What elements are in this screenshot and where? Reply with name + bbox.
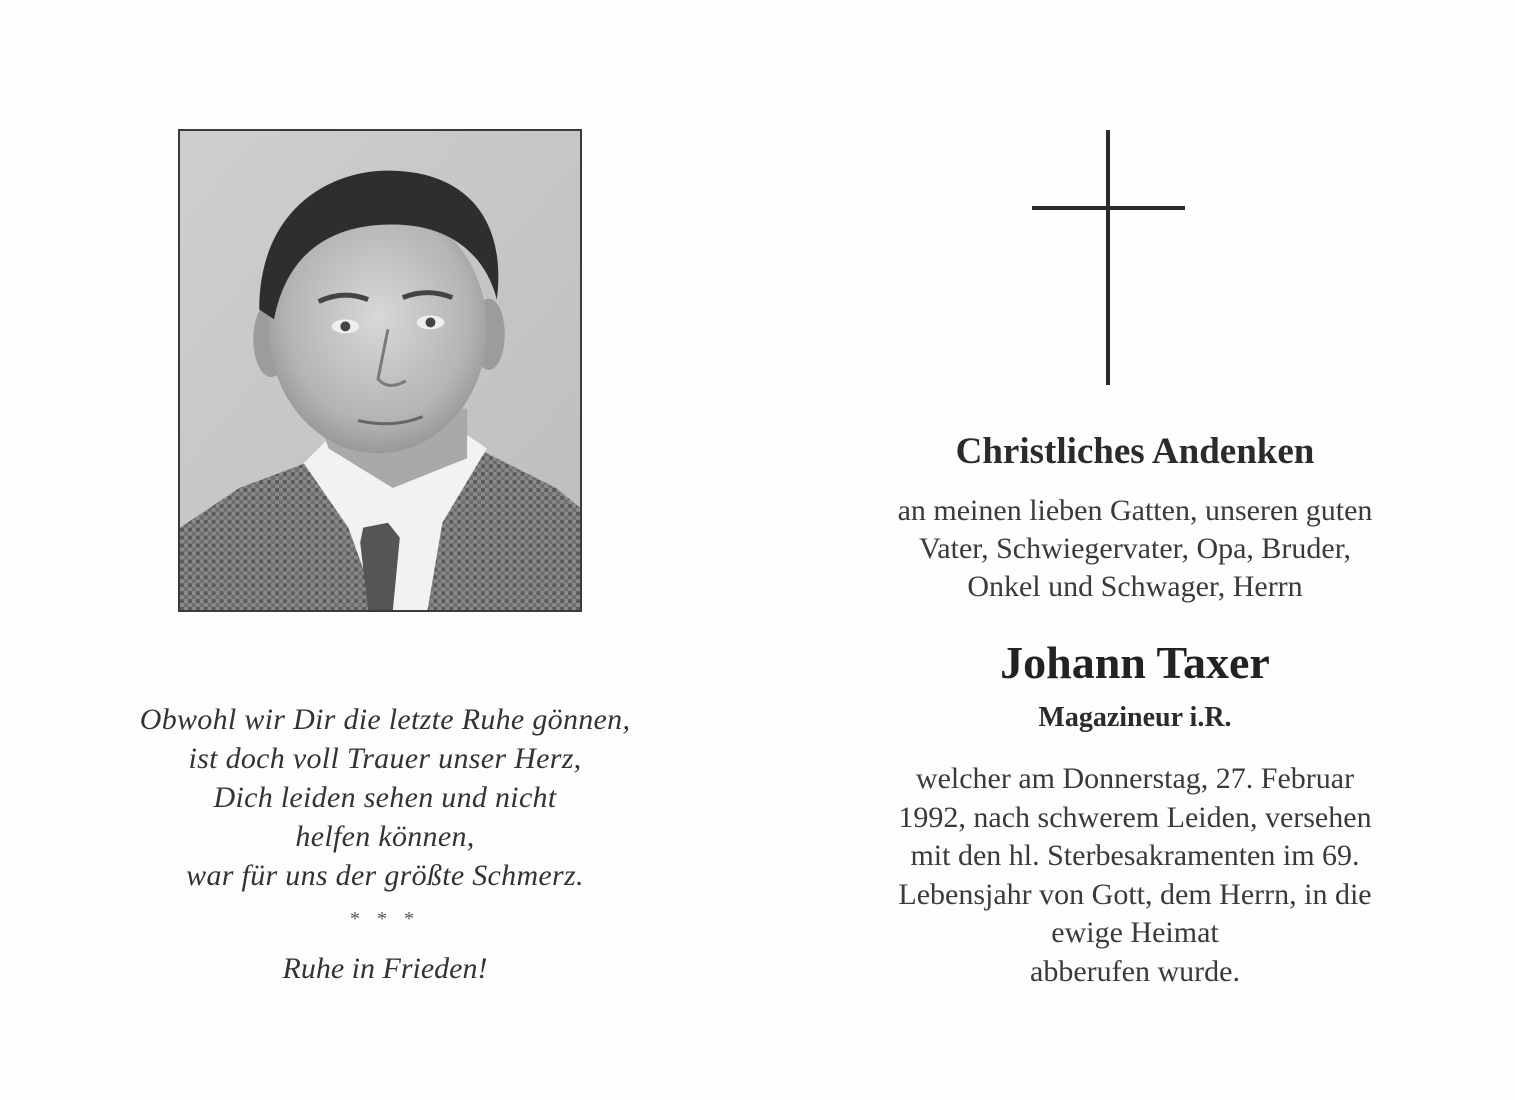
asterisk-separator: * * * xyxy=(350,908,420,930)
obituary-line: welcher am Donnerstag, 27. Februar xyxy=(915,762,1355,795)
cross-horizontal-bar xyxy=(1032,206,1185,210)
dedication-line: an meinen lieben Gatten, unseren guten xyxy=(897,494,1373,527)
dedication-text xyxy=(835,492,1435,606)
deceased-occupation: Magazineur i.R. xyxy=(1038,702,1232,733)
poem-line: helfen können, xyxy=(295,820,475,853)
dedication-line: Onkel und Schwager, Herrn xyxy=(967,570,1303,603)
poem-line: ist doch voll Trauer unser Herz, xyxy=(188,742,582,775)
portrait-photo xyxy=(178,129,582,612)
obituary-line: mit den hl. Sterbesakramenten im 69. xyxy=(910,839,1360,872)
poem-line: war für uns der größte Schmerz. xyxy=(186,859,584,892)
obituary-line: abberufen wurde. xyxy=(1030,954,1240,988)
cross-icon xyxy=(1032,130,1187,385)
cross-vertical-bar xyxy=(1106,130,1110,385)
deceased-name: Johann Taxer xyxy=(1000,637,1270,688)
obituary-line: 1992, nach schwerem Leiden, versehen xyxy=(898,800,1372,834)
memorial-poem xyxy=(80,700,690,895)
obituary-text xyxy=(835,760,1435,991)
farewell-text: Ruhe in Frieden! xyxy=(282,952,488,985)
poem-line: Obwohl wir Dir die letzte Ruhe gönnen, xyxy=(139,703,631,736)
portrait-image xyxy=(180,131,580,610)
obituary-line: ewige Heimat xyxy=(1051,916,1219,949)
poem-line: Dich leiden sehen und nicht xyxy=(213,781,557,814)
dedication-line: Vater, Schwiegervater, Opa, Bruder, xyxy=(918,532,1352,565)
obituary-line: Lebensjahr von Gott, dem Herrn, in die xyxy=(898,877,1372,911)
memorial-heading: Christliches Andenken xyxy=(955,431,1315,472)
